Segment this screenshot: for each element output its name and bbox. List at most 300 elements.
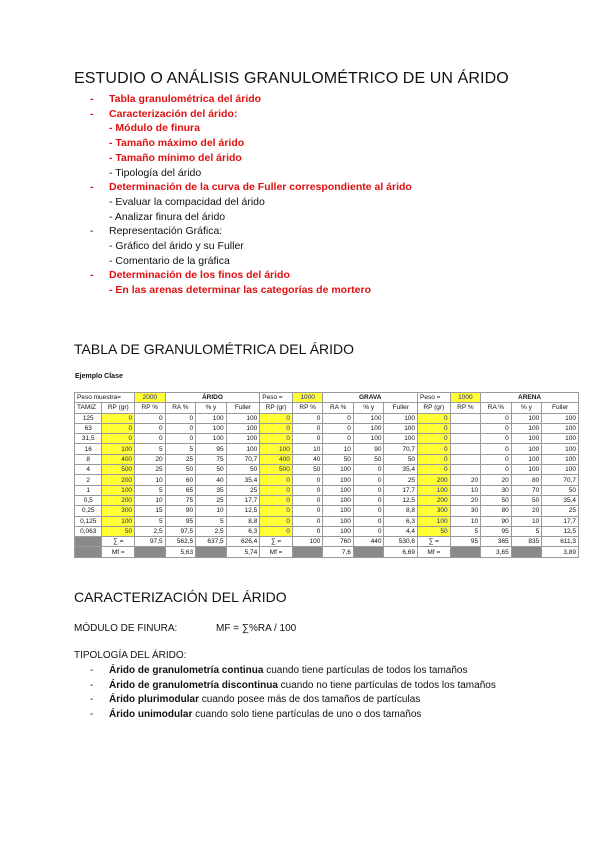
table-cell: 5 [165,444,196,454]
table-cell: 100 [196,423,227,433]
table-row [75,413,579,423]
table-cell: 50 [353,454,384,464]
dash-bullet: - [90,93,94,105]
sum-value: 835 [511,537,542,547]
table-cell: 0 [260,506,293,516]
table-cell: 0 [481,413,512,423]
outline-item-text: Determinación de la curva de Fuller correspondiente al árido [109,181,412,194]
mf-fuller-value: 6,69 [384,547,418,557]
table-cell: 5 [135,516,166,526]
outline-item [90,92,530,107]
table-cell [450,423,481,433]
table-row [75,434,579,444]
tipologia-term: Árido unimodular [109,708,193,720]
table-cell: 90 [165,506,196,516]
table-cell: 0 [353,495,384,505]
table-cell: 400 [102,454,135,464]
table-cell: 75 [196,454,227,464]
table-cell: 0 [292,516,323,526]
table-cell: 75 [165,495,196,505]
table-cell: 35 [196,485,227,495]
column-header: Fuller [542,403,579,413]
arido-section-label: ÁRIDO [165,393,260,403]
table-cell: 40 [196,475,227,485]
column-header: Fuller [226,403,260,413]
table-cell: 0 [323,423,354,433]
mf-label: Mf = [102,547,135,557]
gray-cell [511,547,542,557]
mf-value: 5,63 [165,547,196,557]
caracterizacion-heading: CARACTERIZACIÓN DEL ÁRIDO [74,589,287,605]
column-header: RA % [165,403,196,413]
table-cell: 0 [418,465,451,475]
outline-subitem: - Módulo de finura [109,122,200,135]
modulo-formula: MF = ∑%RA / 100 [216,623,297,634]
outline-subitem: - Evaluar la compacidad del árido [109,195,265,208]
table-cell: 20 [135,454,166,464]
table-cell: 30 [450,506,481,516]
mf-label: Mf = [260,547,293,557]
table-cell: 17,7 [542,516,579,526]
table-cell: 100 [353,423,384,433]
column-header: RA % [481,403,512,413]
table-cell: 12,5 [542,526,579,536]
outline-item-text: Caracterización del árido: [109,107,238,120]
table-cell: 95 [481,526,512,536]
table-cell: 0,25 [75,506,102,516]
table-cell: 10 [450,485,481,495]
table-cell: 100 [542,413,579,423]
outline-subitem: - Gráfico del árido y su Fuller [109,240,244,253]
table-cell: 0 [418,413,451,423]
tipologia-term: Árido de granulometría discontinua [109,679,278,691]
table-cell: 0 [165,413,196,423]
table-cell: 300 [102,506,135,516]
table-row [75,475,579,485]
table-cell: 0 [260,413,293,423]
arena-weight-label: Peso = [418,393,451,403]
table-cell: 0 [481,423,512,433]
outline-item-text: Tabla granulométrica del árido [109,93,262,105]
table-cell: 100 [511,454,542,464]
grava-weight-value: 1000 [292,393,323,403]
table-cell: 100 [323,506,354,516]
table-cell: 25 [542,506,579,516]
table-cell: 15 [135,506,166,516]
table-cell: 0 [292,485,323,495]
table-row [75,495,579,505]
sum-value: 562,5 [165,537,196,547]
dash-bullet: - [90,708,94,720]
table-cell: 17,7 [384,485,418,495]
table-cell: 95 [165,516,196,526]
table-cell: 0 [353,465,384,475]
table-cell: 0 [292,526,323,536]
table-cell: 50 [384,454,418,464]
table-cell: 100 [542,454,579,464]
table-cell: 50 [542,485,579,495]
table-cell: 100 [102,444,135,454]
table-cell: 70,7 [384,444,418,454]
table-cell: 50 [511,495,542,505]
table-cell: 100 [384,434,418,444]
table-cell: 35,4 [542,495,579,505]
table-cell: 6,3 [226,526,260,536]
table-row [75,485,579,495]
table-cell: 90 [353,444,384,454]
table-cell: 50 [226,465,260,475]
mf-fuller-value: 3,89 [542,547,579,557]
dash-bullet: - [90,181,94,194]
table-cell: 50 [323,454,354,464]
table-cell: 5 [135,444,166,454]
table-cell: 500 [260,465,293,475]
table-cell: 100 [542,434,579,444]
column-header: RP % [135,403,166,413]
table-cell: 0 [135,434,166,444]
table-cell: 25 [226,485,260,495]
table-cell: 100 [511,434,542,444]
sum-value: 530,6 [384,537,418,547]
dash-bullet: - [90,665,94,676]
table-cell: 12,5 [384,495,418,505]
sum-value: 760 [323,537,354,547]
table-cell: 90 [481,516,512,526]
sum-value: 365 [481,537,512,547]
table-cell: 25 [196,495,227,505]
sum-value: 626,4 [226,537,260,547]
table-cell: 100 [226,423,260,433]
table-cell: 100 [323,516,354,526]
outline-list [90,92,530,298]
table-row [75,506,579,516]
table-cell: 0 [481,454,512,464]
table-cell: 10 [511,516,542,526]
gray-cell [450,547,481,557]
table-row [75,516,579,526]
table-cell: 100 [260,444,293,454]
table-heading: TABLA DE GRANULOMÉTRICA DEL ÁRIDO [74,341,355,357]
table-cell: 80 [511,475,542,485]
table-cell: 20 [481,475,512,485]
granulometry-table [74,392,579,558]
gray-cell [353,547,384,557]
table-cell: 100 [511,413,542,423]
table-cell: 100 [384,413,418,423]
column-header: RP % [292,403,323,413]
table-cell: 6,3 [384,516,418,526]
sum-value: 637,5 [196,537,227,547]
column-header: % y [511,403,542,413]
table-cell: 0 [165,434,196,444]
table-cell: 300 [418,506,451,516]
sum-label: ∑ = [260,537,293,547]
gray-cell [75,547,102,557]
table-cell [450,444,481,454]
table-cell: 0 [292,413,323,423]
sum-value: 440 [353,537,384,547]
table-cell: 125 [75,413,102,423]
table-cell: 200 [102,475,135,485]
tipologia-list [90,664,530,722]
mf-value: 7,6 [323,547,354,557]
mf-row [75,547,579,557]
table-cell: 5 [511,526,542,536]
table-cell: 80 [481,506,512,516]
table-cell: 0 [102,413,135,423]
outline-item-text: Representación Gráfica: [109,225,223,238]
table-cell: 70,7 [542,475,579,485]
outline-item [90,268,530,283]
table-cell: 95 [196,444,227,454]
column-header: RP (gr) [102,403,135,413]
sum-row [75,537,579,547]
gray-cell [292,547,323,557]
table-cell: 2 [75,475,102,485]
table-cell: 0 [260,423,293,433]
table-cell: 0 [418,444,451,454]
outline-item [90,180,530,195]
table-cell: 63 [75,423,102,433]
table-cell: 0 [353,485,384,495]
column-header: % y [196,403,227,413]
table-row [75,526,579,536]
table-cell: 5 [450,526,481,536]
table-cell: 100 [418,485,451,495]
table-cell: 8 [75,454,102,464]
mf-label: Mf = [418,547,451,557]
mf-value: 3,65 [481,547,512,557]
arido-weight-value: 2000 [135,393,166,403]
table-cell: 200 [418,475,451,485]
table-cell: 200 [418,495,451,505]
table-cell: 100 [196,413,227,423]
table-cell [450,434,481,444]
table-cell: 20 [511,506,542,516]
tipologia-item [90,664,530,679]
arena-section-label: ARENA [481,393,579,403]
table-cell: 4,4 [384,526,418,536]
table-cell: 100 [323,495,354,505]
table-cell: 100 [511,444,542,454]
table-cell: 50 [102,526,135,536]
table-cell: 5 [135,485,166,495]
grava-section-label: GRAVA [323,393,418,403]
table-cell: 100 [226,444,260,454]
table-cell: 100 [323,465,354,475]
table-cell: 0 [323,413,354,423]
table-row [75,454,579,464]
sum-value: 100 [292,537,323,547]
table-cell: 100 [353,413,384,423]
table-cell: 0 [353,475,384,485]
column-header: RA % [323,403,354,413]
table-cell [450,454,481,464]
table-cell: 0 [135,423,166,433]
table-cell: 100 [542,465,579,475]
table-cell: 25 [135,465,166,475]
table-row [75,465,579,475]
tipologia-description: cuando solo tiene partículas de uno o dos tamaños [192,708,422,720]
table-cell: 20 [450,475,481,485]
outline-subitem: - Analizar finura del árido [109,210,226,223]
outline-subitem: - Tipología del árido [109,166,202,179]
arena-weight-value: 1000 [450,393,481,403]
table-cell: 0 [481,465,512,475]
table-cell: 0 [353,526,384,536]
table-cell: 0 [260,516,293,526]
dash-bullet: - [90,107,94,120]
outline-subitem: - Tamaño máximo del árido [109,137,245,150]
tipologia-label: TIPOLOGÍA DEL ÁRIDO: [74,650,187,661]
table-cell: 100 [542,423,579,433]
tipologia-item [90,693,530,708]
modulo-label: MÓDULO DE FINURA: [74,623,178,634]
table-cell: 100 [511,465,542,475]
table-cell: 100 [102,485,135,495]
table-cell: 500 [102,465,135,475]
table-cell: 100 [418,516,451,526]
table-cell: 4 [75,465,102,475]
column-header: % y [353,403,384,413]
table-cell: 100 [102,516,135,526]
table-cell: 10 [450,516,481,526]
table-cell: 50 [165,465,196,475]
table-cell: 0 [418,454,451,464]
table-cell: 8,8 [226,516,260,526]
table-cell: 100 [323,526,354,536]
dash-bullet: - [90,225,94,238]
tipologia-item [90,708,530,723]
table-cell [450,413,481,423]
table-title: Ejemplo Clase [75,373,123,380]
grava-weight-label: Peso = [260,393,293,403]
table-cell: 25 [384,475,418,485]
table-cell: 100 [511,423,542,433]
table-cell: 0 [260,485,293,495]
table-cell: 100 [353,434,384,444]
table-cell: 0 [260,495,293,505]
table-cell [450,465,481,475]
arido-weight-label: Peso muestra= [75,393,135,403]
table-cell: 0 [260,475,293,485]
column-header: TAMIZ [75,403,102,413]
sum-value: 97,5 [135,537,166,547]
table-cell: 100 [384,423,418,433]
gray-cell [196,547,227,557]
gray-cell [135,547,166,557]
column-header: RP (gr) [260,403,293,413]
table-cell: 10 [196,506,227,516]
dash-bullet: - [90,679,94,691]
table-cell: 0 [135,413,166,423]
table-cell: 0 [102,434,135,444]
granulometry-table-block [74,373,579,558]
table-cell: 2,5 [196,526,227,536]
column-header: RP (gr) [418,403,451,413]
table-cell: 0 [292,423,323,433]
sum-value: 95 [450,537,481,547]
gray-cell [75,537,102,547]
sum-label: ∑ = [418,537,451,547]
tipologia-description: cuando posee más de dos tamaños de partículas [199,694,421,705]
table-cell: 0,125 [75,516,102,526]
table-cell: 400 [260,454,293,464]
table-cell: 65 [165,485,196,495]
table-top-row [75,393,579,403]
table-cell: 0 [292,506,323,516]
table-cell: 16 [75,444,102,454]
table-cell: 1 [75,485,102,495]
table-cell: 70 [511,485,542,495]
column-header: RP % [450,403,481,413]
table-cell: 100 [196,434,227,444]
table-cell: 31,5 [75,434,102,444]
table-cell: 100 [323,485,354,495]
table-cell: 0 [481,434,512,444]
dash-bullet: - [90,694,94,705]
table-cell: 10 [323,444,354,454]
table-row [75,423,579,433]
table-cell: 0,5 [75,495,102,505]
table-cell: 50 [196,465,227,475]
tipologia-description: cuando tiene partículas de todos los tamaños [263,665,468,676]
table-cell: 40 [292,454,323,464]
tipologia-term: Árido de granulometría continua [109,665,264,676]
table-cell: 0,063 [75,526,102,536]
table-cell: 25 [165,454,196,464]
table-cell: 0 [292,495,323,505]
table-cell: 0 [353,506,384,516]
table-cell: 200 [102,495,135,505]
tipologia-description: cuando no tiene partículas de todos los tamaños [277,679,496,691]
dash-bullet: - [90,269,94,282]
table-cell: 0 [418,434,451,444]
table-cell: 0 [292,434,323,444]
table-header-row [75,403,579,413]
table-cell: 50 [481,495,512,505]
table-cell: 60 [165,475,196,485]
outline-item [90,107,530,122]
table-cell: 12,5 [226,506,260,516]
table-cell: 50 [292,465,323,475]
table-cell: 100 [542,444,579,454]
table-cell: 70,7 [226,454,260,464]
table-cell: 100 [323,475,354,485]
table-cell: 0 [260,434,293,444]
document-title: ESTUDIO O ANÁLISIS GRANULOMÉTRICO DE UN ÁRIDO [74,70,509,87]
tipologia-item [90,679,530,694]
table-cell: 5 [196,516,227,526]
table-cell: 0 [481,444,512,454]
table-cell: 100 [226,413,260,423]
table-cell: 35,4 [384,465,418,475]
table-cell: 0 [418,423,451,433]
outline-item [90,224,530,239]
table-cell: 0 [353,516,384,526]
table-cell: 2,5 [135,526,166,536]
sum-label: ∑ = [102,537,135,547]
table-cell: 20 [450,495,481,505]
sum-value: 611,3 [542,537,579,547]
table-cell: 17,7 [226,495,260,505]
outline-subitem: - Tamaño mínimo del árido [109,151,242,164]
table-cell: 10 [292,444,323,454]
outline-item-text: Determinación de los finos del árido [109,269,290,282]
table-cell: 30 [481,485,512,495]
outline-subitem: - En las arenas determinar las categorías de mortero [109,284,372,297]
outline-subitem: - Comentario de la gráfica [109,254,230,267]
